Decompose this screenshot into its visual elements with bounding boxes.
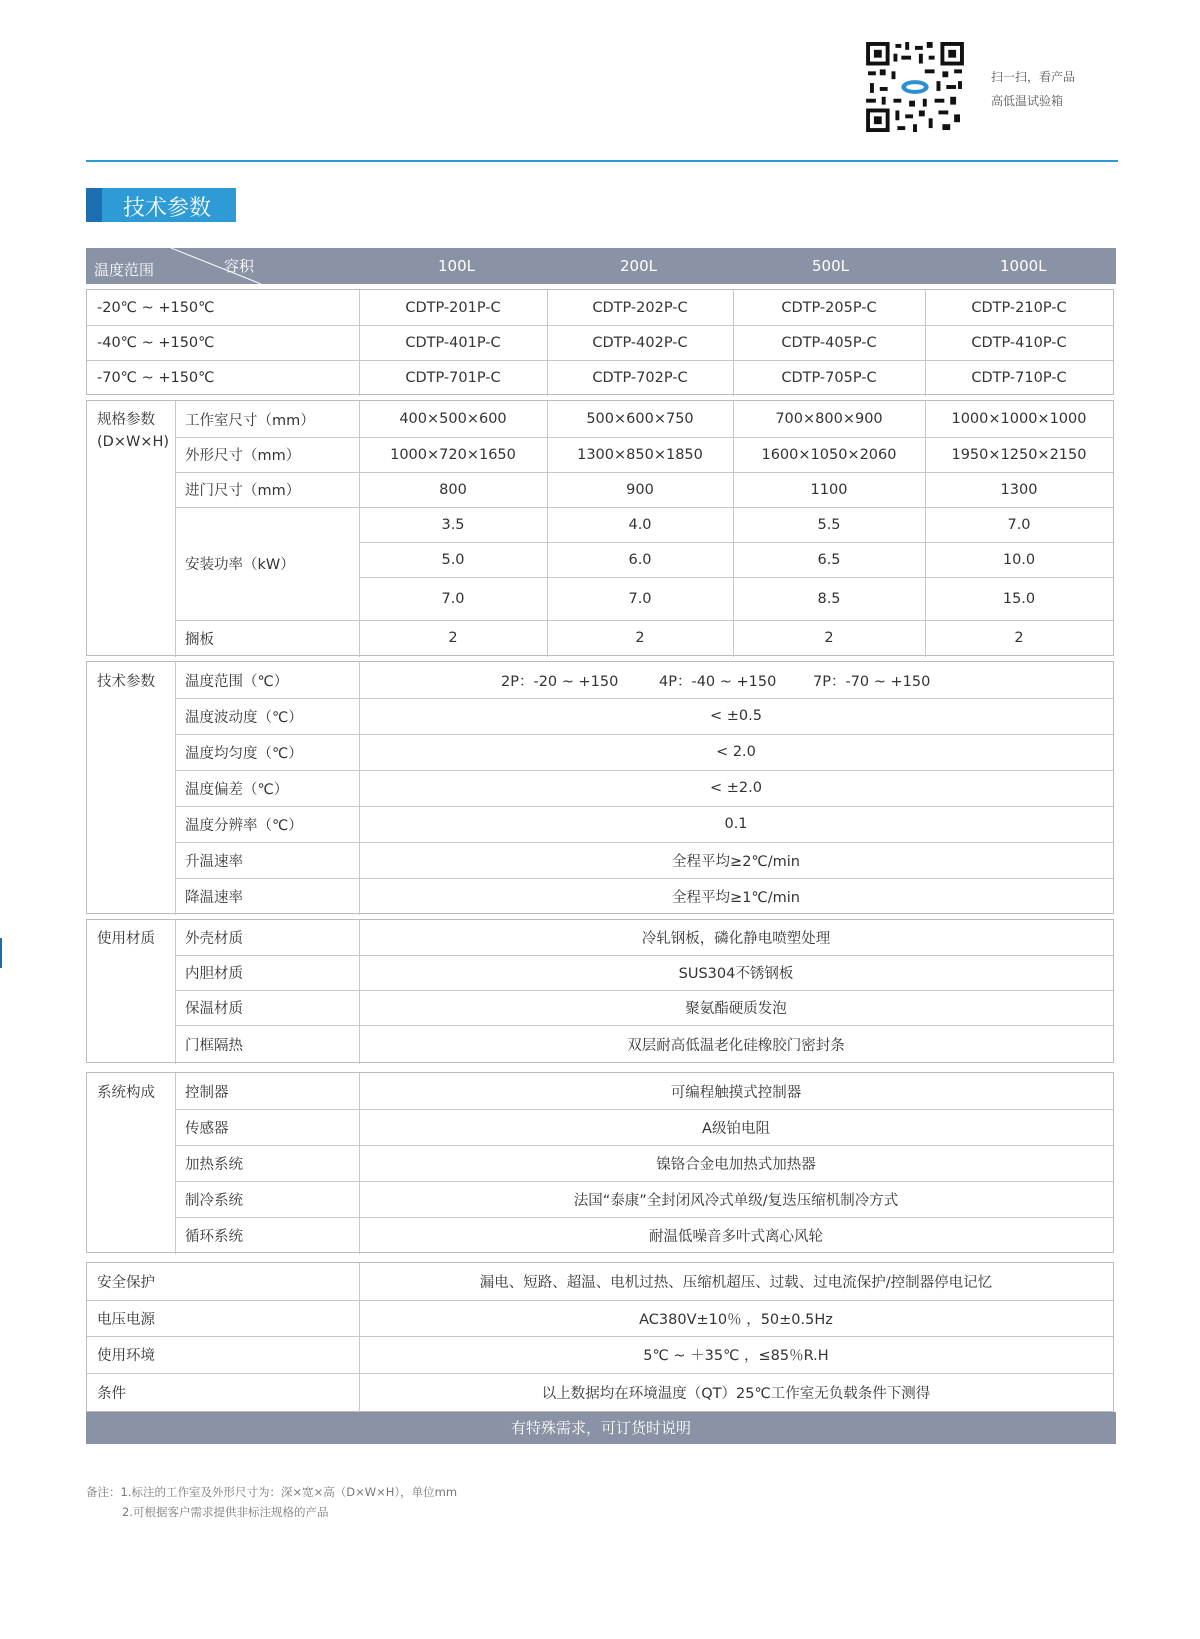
header-capacity-500l: 500L [812, 257, 849, 275]
power-value: 4.0 [628, 516, 652, 533]
model-code: CDTP-205P-C [781, 299, 877, 316]
tech-value: 全程平均≥1℃/min [672, 889, 800, 906]
misc-label-condition: 条件 [97, 1386, 126, 1402]
material-value: 双层耐高低温老化硅橡胶门密封条 [627, 1037, 845, 1054]
header-temp-range: 温度范围 [94, 261, 155, 279]
model-range-3: -70℃ ~ +150℃ [97, 369, 215, 386]
tech-value: < ±2.0 [710, 780, 762, 796]
model-code: CDTP-402P-C [592, 334, 688, 351]
section-title [86, 188, 236, 222]
system-value: 可编程触摸式控制器 [670, 1084, 802, 1101]
system-label: 传感器 [185, 1120, 229, 1137]
tech-value: < ±0.5 [710, 708, 762, 724]
specs-block [86, 400, 1114, 656]
power-value: 6.0 [628, 551, 652, 568]
model-code: CDTP-705P-C [781, 369, 877, 386]
spec-value: 1300 [1000, 481, 1038, 498]
tech-label: 升温速率 [185, 853, 243, 870]
title-accent-bar [86, 188, 102, 222]
header-capacity: 容积 [224, 257, 255, 275]
model-code: CDTP-201P-C [405, 299, 501, 316]
system-label: 循环系统 [185, 1228, 243, 1245]
special-request-bar: 有特殊需求，可订货时说明 [86, 1412, 1116, 1444]
power-value: 6.5 [817, 551, 841, 568]
model-code: CDTP-702P-C [592, 369, 688, 386]
tech-group-label: 技术参数 [97, 673, 155, 690]
header-capacity-100l: 100L [438, 257, 475, 275]
misc-label-power: 电压电源 [97, 1311, 155, 1328]
models-block [86, 289, 1114, 395]
spec-value: 1100 [810, 481, 848, 498]
header-capacity-200l: 200L [620, 257, 657, 275]
system-value: 镍铬合金电加热式加热器 [656, 1156, 816, 1173]
shelf-value: 2 [448, 630, 458, 646]
tech-label: 温度分辨率（℃） [185, 817, 303, 834]
power-value: 5.5 [817, 516, 841, 533]
remark-line-2: 2.可根据客户需求提供非标注规格的产品 [122, 1505, 329, 1519]
system-value: 耐温低噪音多叶式离心风轮 [649, 1228, 823, 1245]
tech-range-2p: 2P：-20 ~ +150 [501, 673, 619, 690]
system-block [86, 1072, 1114, 1253]
spec-value: 1300×850×1850 [577, 446, 703, 463]
tech-block [86, 661, 1114, 914]
power-value: 15.0 [1002, 590, 1036, 607]
tech-range-label: 温度范围（℃） [185, 673, 289, 690]
remark-line-1: 备注：1.标注的工作室及外形尺寸为：深×宽×高（D×W×H），单位mm [86, 1485, 458, 1499]
spec-value: 1000×720×1650 [390, 446, 516, 463]
material-value: 聚氨酯硬质发泡 [685, 1001, 787, 1017]
misc-label-environment: 使用环境 [97, 1348, 155, 1364]
power-value: 10.0 [1002, 551, 1036, 568]
specs-group-line2: (D×W×H) [97, 434, 170, 450]
model-code: CDTP-202P-C [592, 299, 688, 316]
material-label: 保温材质 [185, 1001, 243, 1017]
spec-value: 500×600×750 [586, 411, 694, 427]
page-edge-mark [0, 938, 2, 968]
specs-group-line1: 规格参数 [97, 412, 155, 428]
tech-value: < 2.0 [716, 744, 756, 760]
model-code: CDTP-405P-C [781, 334, 877, 351]
tech-label: 温度波动度（℃） [185, 709, 303, 726]
material-label: 门框隔热 [185, 1037, 243, 1054]
material-value: 冷轧钢板，磷化静电喷塑处理 [641, 931, 831, 947]
misc-value-environment: 5℃ ~ ＋35℃ ，≤85％R.H [643, 1348, 829, 1364]
top-divider [86, 160, 1118, 162]
power-value: 7.0 [441, 590, 465, 607]
material-label: 外壳材质 [185, 931, 243, 947]
model-range-1: -20℃ ~ +150℃ [97, 299, 215, 316]
materials-group-label: 使用材质 [97, 931, 155, 947]
model-code: CDTP-210P-C [971, 299, 1067, 316]
material-value: SUS304不锈钢板 [678, 966, 794, 982]
tech-label: 温度偏差（℃） [185, 781, 289, 798]
spec-label: 工作室尺寸（mm） [185, 412, 315, 429]
table-header [86, 248, 1116, 284]
power-value: 8.5 [817, 590, 841, 607]
qr-code [866, 42, 964, 132]
spec-label: 进门尺寸（mm） [185, 483, 301, 499]
spec-value: 1950×1250×2150 [951, 446, 1087, 463]
tech-label: 降温速率 [185, 889, 243, 906]
system-label: 控制器 [185, 1084, 229, 1101]
materials-block [86, 919, 1114, 1063]
misc-value-condition: 以上数据均在环境温度（QT）25℃工作室无负载条件下测得 [541, 1386, 931, 1402]
shelf-value: 2 [1014, 630, 1024, 646]
power-value: 5.0 [441, 551, 465, 568]
spec-label: 外形尺寸（mm） [185, 448, 301, 464]
spec-value: 400×500×600 [399, 411, 507, 427]
model-code: CDTP-710P-C [971, 369, 1067, 386]
system-group-label: 系统构成 [97, 1084, 155, 1101]
power-value: 3.5 [441, 516, 465, 533]
power-value: 7.0 [1007, 516, 1031, 533]
system-value: A级铂电阻 [702, 1120, 770, 1137]
material-label: 内胆材质 [185, 966, 243, 982]
qr-caption-2: 高低温试验箱 [991, 94, 1064, 108]
spec-value: 700×800×900 [775, 411, 883, 427]
model-range-2: -40℃ ~ +150℃ [97, 334, 215, 351]
model-code: CDTP-701P-C [405, 369, 501, 386]
spec-value: 800 [439, 481, 467, 498]
system-label: 加热系统 [185, 1156, 243, 1173]
specs-group-label [97, 409, 175, 455]
misc-value-safety: 漏电、短路、超温、电机过热、压缩机超压、过载、过电流保护/控制器停电记忆 [479, 1275, 993, 1291]
tech-value: 0.1 [724, 816, 748, 832]
power-label: 安装功率（kW） [185, 557, 295, 573]
system-value: 法国“泰康”全封闭风冷式单级/复迭压缩机制冷方式 [573, 1192, 899, 1209]
tech-range-7p: 7P：-70 ~ +150 [813, 673, 931, 690]
power-value: 7.0 [628, 590, 652, 607]
header-capacity-1000l: 1000L [1000, 257, 1047, 275]
qr-caption-1: 扫一扫，看产品 [991, 70, 1076, 84]
system-label: 制冷系统 [185, 1192, 243, 1209]
spec-value: 900 [626, 481, 654, 498]
misc-value-power: AC380V±10％ ，50±0.5Hz [639, 1311, 833, 1328]
shelf-value: 2 [824, 630, 834, 646]
shelf-value: 2 [635, 630, 645, 646]
tech-label: 温度均匀度（℃） [185, 745, 303, 762]
model-code: CDTP-401P-C [405, 334, 501, 351]
spec-value: 1000×1000×1000 [951, 411, 1087, 427]
misc-label-safety: 安全保护 [97, 1275, 155, 1291]
model-code: CDTP-410P-C [971, 334, 1067, 351]
section-title-text: 技术参数 [123, 196, 212, 221]
spec-value: 1600×1050×2060 [761, 446, 897, 463]
misc-block [86, 1262, 1114, 1412]
shelf-label: 搁板 [185, 631, 214, 648]
tech-value: 全程平均≥2℃/min [672, 853, 800, 870]
tech-range-4p: 4P：-40 ~ +150 [659, 673, 777, 690]
